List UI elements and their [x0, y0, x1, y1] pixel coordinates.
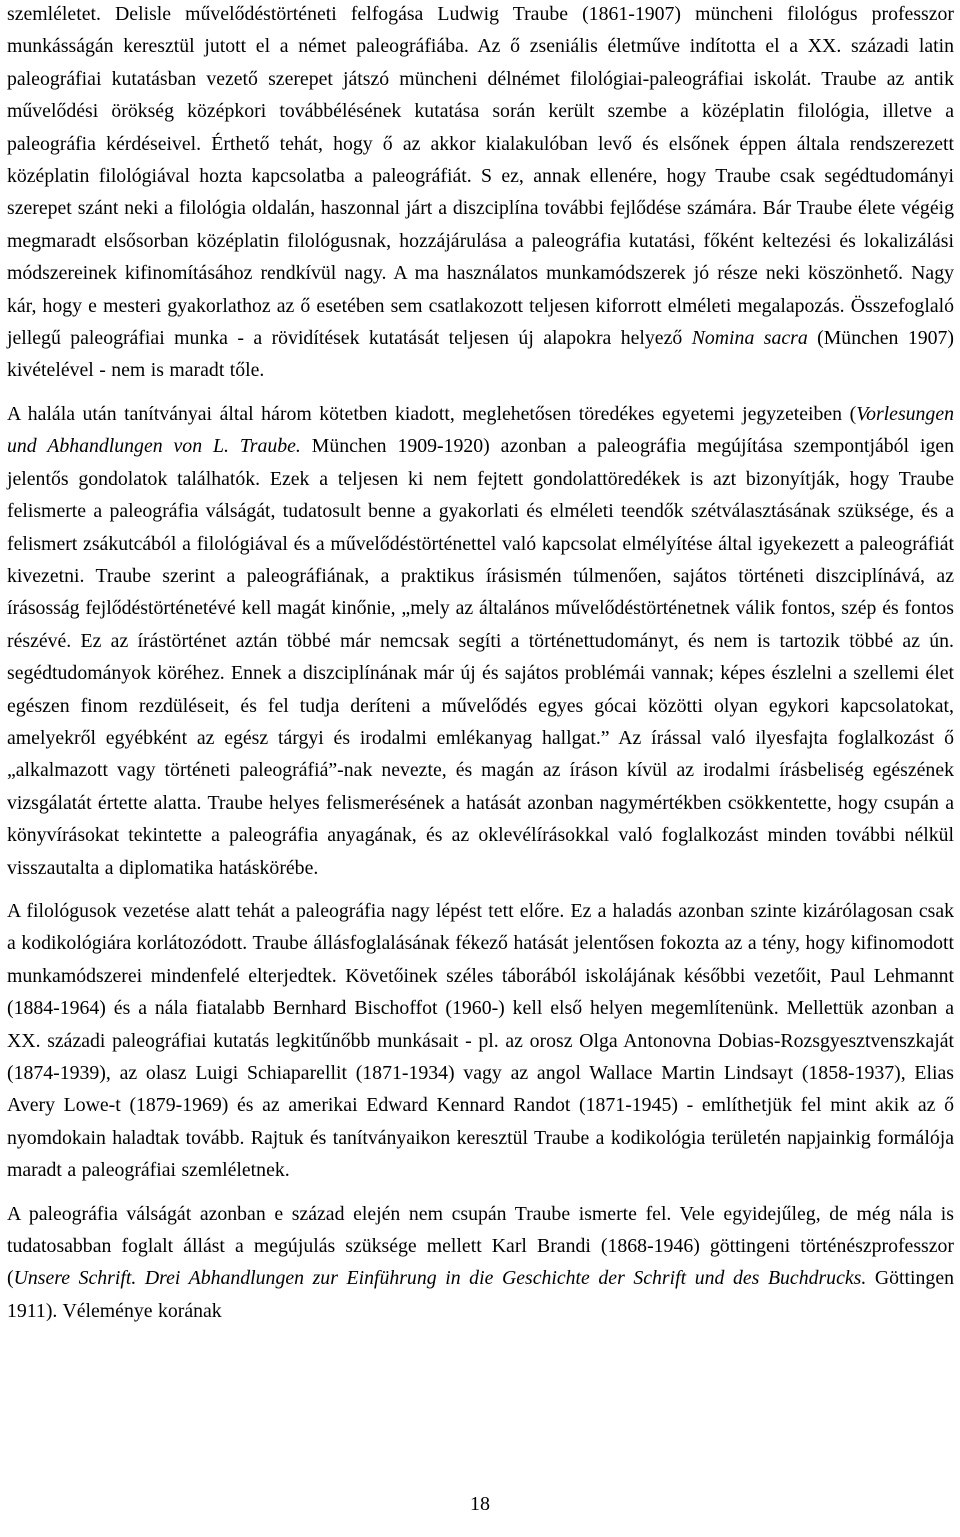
- text-run: A halála után tanítványai által három kötetben kiadott, meglehetősen töredékes egyetemi jegyzeteiben (: [7, 402, 857, 425]
- text-run: Göttingen 1911). Véleménye korának: [7, 1267, 954, 1322]
- paragraph: [7, 895, 954, 1187]
- paragraph: [7, 0, 954, 387]
- italic-title: Unsere Schrift. Drei Abhandlungen zur Einführung in die Geschichte der Schrift und des Buchdrucks.: [13, 1267, 867, 1290]
- text-run: A filológusok vezetése alatt tehát a paleográfia nagy lépést tett előre. Ez a haladás azonban szinte kizárólagosan csak a kodikológiára korlátozódott. Traube állásfoglalásának fékező hatását jelentősen fokozta az a tény, hogy kifinomodott munkamódszerei mindenfelé elterjedtek. Követőinek széles táborából iskolájának későbbi vezetőit, Paul Lehmannt (1884-1964) és a nála fiatalabb Bernhard Bischoffot (1960-) kell első helyen megemlítenünk. Mellettük azonban a XX. századi paleográfiai kutatás legkitűnőbb munkásait - pl. az orosz Olga Antonovna Dobias-Rozsgyesztvenszkaját (1874-1939), az olasz Luigi Schiaparellit (1871-1934) vagy az angol Wallace Martin Lindsayt (1858-1937), Elias Avery Lowe-t (1879-1969) és az amerikai Edward Kennard Randot (1871-1945) - említhetjük fel mint akik az ő nyomdokain haladtak tovább. Rajtuk és tanítványaikon keresztül Traube a kodikológia területén napjainkig formálója maradt a paleográfiai szemléletnek.: [7, 899, 954, 1182]
- text-run: (München 1907) kivételével - nem is maradt tőle.: [7, 327, 954, 382]
- page-number: 18: [470, 1493, 490, 1515]
- italic-title: Vorlesungen und Abhandlungen von L. Traube.: [7, 402, 954, 458]
- document-page: [7, 0, 954, 1327]
- paragraph: [7, 398, 954, 884]
- text-run: München 1909-1920) azonban a paleográfia megújítása szempontjából igen jelentős gondolatok találhatók. Ezek a teljesen ki nem fejtett gondolattöredékek is azt bizonyítják, hogy Traube felismerte a paleográfia válságát, tudatosult benne a gyakorlati és elméleti teendők szétválasztásának szüksége, és a felismert zsákutcából a filológiával és a művelődéstörténettel való kapcsolat elmélyítése által igyekezett a paleográfiát kivezetni. Traube szerint a paleográfiának, a praktikus írásismén túlmenően, sajátos történeti diszciplínává, az írásosság fejlődéstörténetévé kell magát kinőnie, „mely az általános művelődéstörténetnek válik fontos, szép és fontos részévé. Ez az írástörténet aztán többé már nemcsak segíti a történettudományt, és nem is tartozik többé az ún. segédtudományok köréhez. Ennek a diszciplínának már új és sajátos problémái vannak; képes észlelni a szellemi élet egészen finom rezdüléseit, és fel tudja deríteni a művelődés egyes gócai közötti olyan egykori kapcsolatokat, amelyekről egyébként az egész tárgyi és irodalmi emlékanyag hallgat.” Az írással való ilyesfajta foglalkozást ő „alkalmazott vagy történeti paleográfiá”-nak nevezte, és magán az íráson kívül az irodalmi írásbeliség egészének vizsgálatát értette alatta. Traube helyes felismerésének a hatását azonban nagymértékben csökkentette, hogy csupán a könyvírásokat tekintette a paleográfia anyagának, és az oklevélírásokkal való foglalkozást minden további nélkül visszautalta a diplomatika hatáskörébe.: [7, 435, 955, 879]
- text-run: A paleográfia válságát azonban e század elején nem csupán Traube ismerte fel. Vele egyidejűleg, de még nála is tudatosabban foglalt állást a megújulás szüksége mellett Karl Brandi (1868-1946) göttingeni történészprofesszor (: [7, 1202, 954, 1290]
- paragraph: [7, 1198, 954, 1328]
- text-run: szemléletet. Delisle művelődéstörténeti felfogása Ludwig Traube (1861-1907) müncheni filológus professzor munkásságán keresztül jutott el a német paleográfiába. Az ő zseniális életműve indította el a XX. századi latin paleográfiai kutatásban vezető szerepet játszó müncheni délnémet filológiai-paleográfiai iskolát. Traube az antik művelődési örökség középkori továbbélésének kutatása során került szembe a középlatin filológia, illetve a paleográfia kérdéseivel. Érthető tehát, hogy ő az akkor kialakulóban levő és elsőnek éppen általa rendszerezett középlatin filológiával hozta kapcsolatba a paleográfiát. S ez, annak ellenére, hogy Traube csak segédtudományi szerepet szánt neki a filológia oldalán, haszonnal járt a diszciplína további fejlődése számára. Bár Traube élete végéig megmaradt elsősorban középlatin filológusnak, hozzájárulása a paleográfia kutatási, főként keltezési és lokalizálási módszereinek kifinomításához rendkívül nagy. A ma használatos munkamódszerek jó része neki köszönhető. Nagy kár, hogy e mesteri gyakorlathoz az ő esetében sem csatlakozott teljesen kiforrott elméleti megalapozás. Összefoglaló jellegű paleográfiai munka - a rövidítések kutatását teljesen új alapokra helyező: [7, 3, 954, 350]
- italic-title: Nomina sacra: [691, 327, 808, 350]
